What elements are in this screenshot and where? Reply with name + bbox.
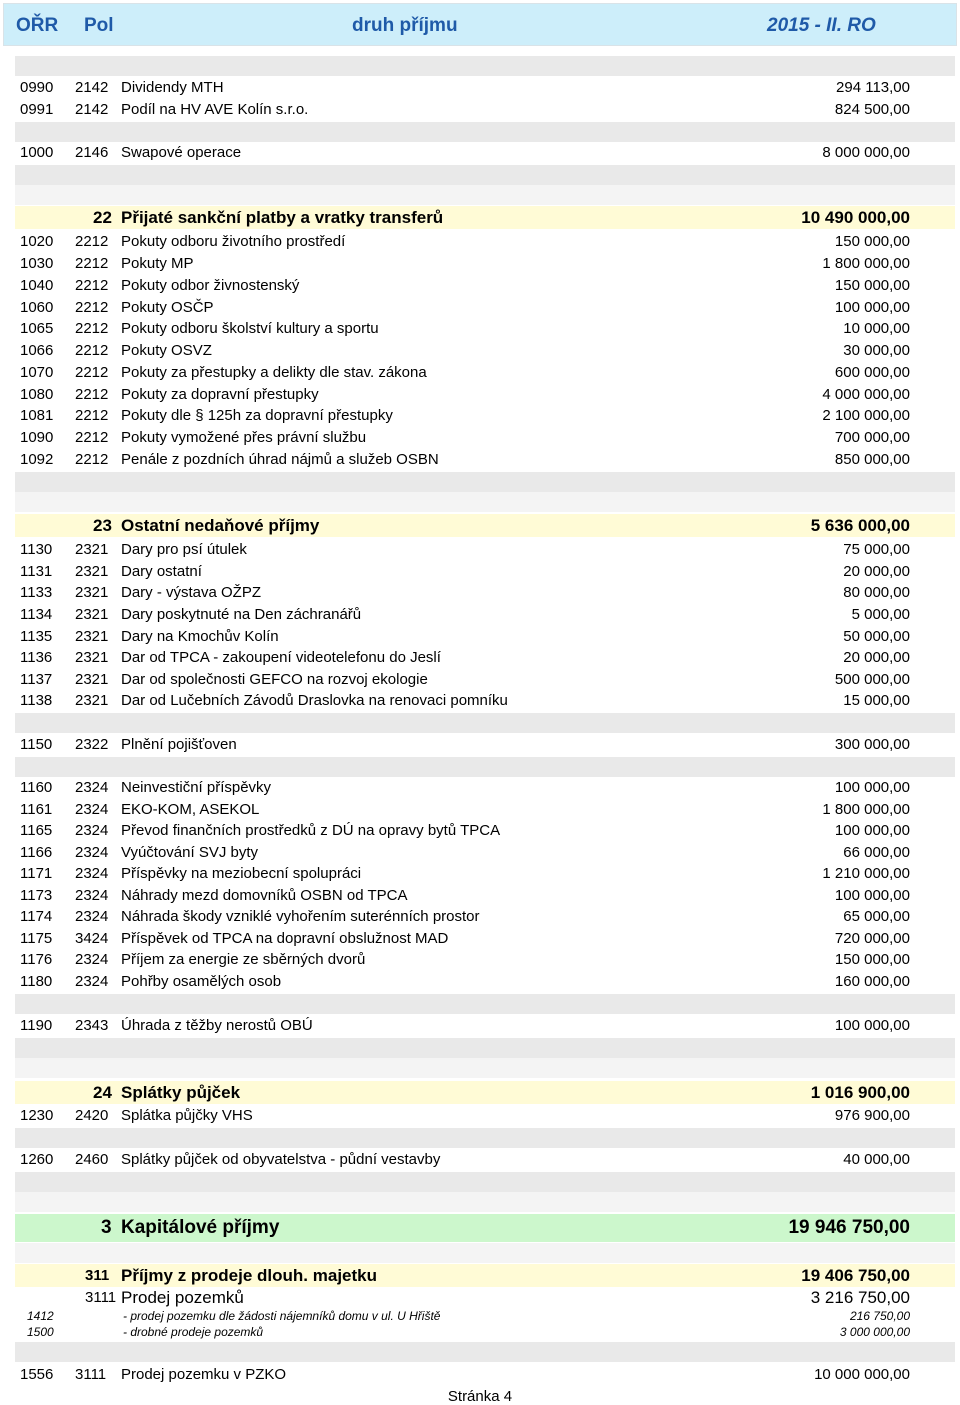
table-row (15, 1015, 910, 1037)
pol-code: 2324 (75, 801, 109, 818)
org-code: 1066 (20, 342, 54, 359)
amount: 100 000,00 (834, 779, 910, 796)
org-code: 1040 (20, 277, 54, 294)
amount: 19 946 750,00 (788, 1217, 910, 1238)
item-name: Penále z pozdních úhrad nájmů a služeb OSBN (121, 451, 439, 468)
item-name: Pohřby osamělých osob (121, 973, 282, 990)
amount: 3 216 750,00 (810, 1288, 910, 1307)
separator-band (15, 122, 955, 142)
org-code: 1260 (20, 1151, 54, 1168)
amount: 100 000,00 (834, 1017, 910, 1034)
amount: 20 000,00 (843, 563, 910, 580)
item-name: Příjem za energie ze sběrných dvorů (121, 951, 366, 968)
amount: 19 406 750,00 (801, 1266, 910, 1285)
table-row (15, 1308, 910, 1324)
item-name: Pokuty odboru školství kultury a sportu (121, 320, 379, 337)
org-code: 1180 (20, 973, 53, 990)
item-name: Kapitálové příjmy (121, 1217, 280, 1238)
table-row (15, 231, 910, 253)
separator-band (15, 994, 955, 1014)
table-row (15, 928, 910, 950)
amount: 50 000,00 (843, 628, 910, 645)
table-row (15, 863, 910, 885)
org-code: 1070 (20, 364, 54, 381)
item-name: Dary poskytnuté na Den záchranářů (121, 606, 362, 623)
table-row (15, 561, 910, 583)
item-name: Splátka půjčky VHS (121, 1107, 253, 1124)
org-code: 1176 (20, 951, 53, 968)
pol-code: 2324 (75, 779, 109, 796)
org-code: 1171 (20, 865, 53, 882)
table-row (15, 253, 910, 275)
item-name: - prodej pozemku dle žádosti nájemníků domu v ul. U Hřiště (123, 1309, 441, 1323)
separator-band (15, 472, 955, 492)
org-code: 1065 (20, 320, 54, 337)
org-code: 1136 (20, 649, 53, 666)
pol-code: 2321 (75, 628, 109, 645)
table-row (15, 142, 910, 164)
item-name: EKO-KOM, ASEKOL (121, 801, 260, 818)
amount: 824 500,00 (834, 101, 910, 118)
table-row (15, 449, 910, 471)
item-name: Pokuty odboru životního prostředí (121, 233, 346, 250)
amount: 1 016 900,00 (810, 1083, 910, 1102)
pol-code: 2212 (75, 255, 109, 272)
item-name: Náhrada škody vzniklé vyhořením suterénních prostor (121, 908, 480, 925)
amount: 700 000,00 (834, 429, 910, 446)
table-header (3, 3, 957, 46)
pol-code: 2324 (75, 973, 109, 990)
table-row (15, 669, 910, 691)
org-code: 1500 (27, 1325, 54, 1339)
separator-band (15, 1342, 955, 1362)
org-code: 1150 (20, 736, 53, 753)
amount: 216 750,00 (849, 1309, 910, 1323)
amount: 66 000,00 (843, 844, 910, 861)
org-code: 1135 (20, 628, 53, 645)
pol-code: 2212 (75, 429, 109, 446)
pol-code: 2321 (75, 541, 109, 558)
separator-band (15, 1243, 955, 1263)
table-row (15, 1105, 910, 1127)
item-name: Prodej pozemků (121, 1288, 244, 1307)
header-year: 2015 - II. RO (767, 15, 876, 36)
table-row (15, 949, 910, 971)
pol-code: 2460 (75, 1151, 109, 1168)
amount: 75 000,00 (843, 541, 910, 558)
table-row (15, 820, 910, 842)
amount: 500 000,00 (834, 671, 910, 688)
org-code: 1137 (20, 671, 53, 688)
item-name: Příspěvky na meziobecní spolupráci (121, 865, 362, 882)
amount: 3 000 000,00 (839, 1325, 910, 1339)
pol-code: 23 (93, 516, 112, 535)
table-row (15, 971, 910, 993)
amount: 30 000,00 (843, 342, 910, 359)
item-name: Pokuty odbor živnostenský (121, 277, 300, 294)
pol-code: 2324 (75, 844, 109, 861)
pol-code: 3424 (75, 930, 109, 947)
org-code: 1030 (20, 255, 54, 272)
item-name: Dary pro psí útulek (121, 541, 247, 558)
pol-code: 2321 (75, 692, 109, 709)
table-row (15, 362, 910, 384)
pol-code: 2212 (75, 451, 109, 468)
pol-code: 2142 (75, 101, 109, 118)
amount: 720 000,00 (834, 930, 910, 947)
org-code: 1080 (20, 386, 54, 403)
item-name: Pokuty dle § 125h za dopravní přestupky (121, 407, 393, 424)
item-name: Plnění pojišťoven (121, 736, 237, 753)
org-code: 0991 (20, 101, 54, 118)
pol-code: 2321 (75, 649, 109, 666)
item-name: Úhrada z těžby nerostů OBÚ (121, 1017, 313, 1034)
amount: 976 900,00 (834, 1107, 910, 1124)
separator-band (15, 1192, 955, 1212)
org-code: 1081 (20, 407, 54, 424)
separator-band (15, 713, 955, 733)
pol-code: 3 (101, 1217, 112, 1238)
org-code: 1174 (20, 908, 53, 925)
item-name: Dar od Lučebních Závodů Draslovka na renovaci pomníku (121, 692, 508, 709)
amount: 100 000,00 (834, 822, 910, 839)
pol-code: 2212 (75, 342, 109, 359)
pol-code: 2321 (75, 563, 109, 580)
table-row (15, 1149, 910, 1171)
pol-code: 2212 (75, 386, 109, 403)
item-name: Dary ostatní (121, 563, 202, 580)
item-name: Vyúčtování SVJ byty (121, 844, 259, 861)
item-name: Pokuty OSVZ (121, 342, 212, 359)
org-code: 1130 (20, 541, 53, 558)
org-code: 1092 (20, 451, 54, 468)
pol-code: 22 (93, 208, 112, 227)
org-code: 1165 (20, 822, 53, 839)
org-code: 1175 (20, 930, 53, 947)
table-row (15, 842, 910, 864)
pol-code: 2212 (75, 364, 109, 381)
amount: 150 000,00 (834, 951, 910, 968)
amount: 5 636 000,00 (810, 516, 910, 535)
item-name: Převod finančních prostředků z DÚ na opravy bytů TPCA (121, 822, 501, 839)
org-code: 1412 (27, 1309, 54, 1323)
table-row (15, 1364, 910, 1386)
amount: 10 000 000,00 (814, 1366, 910, 1383)
amount: 5 000,00 (851, 606, 910, 623)
separator-band (15, 1128, 955, 1148)
pol-code: 2146 (75, 144, 109, 161)
amount: 850 000,00 (834, 451, 910, 468)
table-row (15, 626, 910, 648)
amount: 65 000,00 (843, 908, 910, 925)
separator-band (15, 165, 955, 185)
item-name: Dary - výstava OŽPZ (121, 584, 262, 601)
table-row (15, 885, 910, 907)
table-row (15, 77, 910, 99)
table-row (15, 427, 910, 449)
pol-code: 2324 (75, 887, 109, 904)
table-row (15, 777, 910, 799)
org-code: 1161 (20, 801, 53, 818)
org-code: 1138 (20, 692, 53, 709)
item-name: Prodej pozemku v PZKO (121, 1366, 287, 1383)
table-row (15, 297, 910, 319)
amount: 150 000,00 (834, 233, 910, 250)
pol-code: 2142 (75, 79, 109, 96)
amount: 1 800 000,00 (822, 801, 910, 818)
section-total-3 (15, 1214, 910, 1242)
item-name: Dar od společnosti GEFCO na rozvoj ekologie (121, 671, 428, 688)
table-row (15, 604, 910, 626)
table-row (15, 799, 910, 821)
pol-code: 24 (93, 1083, 112, 1102)
amount: 4 000 000,00 (822, 386, 910, 403)
table-row (15, 690, 910, 712)
amount: 40 000,00 (843, 1151, 910, 1168)
item-name: Náhrady mezd domovníků OSBN od TPCA (121, 887, 408, 904)
item-name: Dividendy MTH (121, 79, 224, 96)
amount: 10 490 000,00 (801, 208, 910, 227)
amount: 294 113,00 (836, 79, 910, 96)
item-name: Přijaté sankční platby a vratky transferů (121, 208, 444, 227)
table-row (15, 275, 910, 297)
item-name: - drobné prodeje pozemků (123, 1325, 264, 1339)
separator-band (15, 492, 955, 512)
separator-band (15, 1172, 955, 1192)
amount: 80 000,00 (843, 584, 910, 601)
section-total-311 (15, 1264, 910, 1287)
table-row (15, 647, 910, 669)
org-code: 1166 (20, 844, 53, 861)
org-code: 1173 (20, 887, 53, 904)
pol-code: 3111 (85, 1289, 117, 1306)
table-row (15, 318, 910, 340)
amount: 100 000,00 (834, 887, 910, 904)
org-code: 1090 (20, 429, 54, 446)
amount: 1 210 000,00 (822, 865, 910, 882)
item-name: Dary na Kmochův Kolín (121, 628, 279, 645)
separator-band (15, 185, 955, 205)
org-code: 1133 (20, 584, 53, 601)
org-code: 0990 (20, 79, 54, 96)
item-name: Příjmy z prodeje dlouh. majetku (121, 1266, 377, 1285)
amount: 600 000,00 (834, 364, 910, 381)
separator-band (15, 1058, 955, 1078)
pol-code: 2420 (75, 1107, 109, 1124)
item-name: Neinvestiční příspěvky (121, 779, 272, 796)
pol-code: 2324 (75, 908, 109, 925)
org-code: 1020 (20, 233, 54, 250)
item-name: Pokuty za dopravní přestupky (121, 386, 319, 403)
pol-code: 2343 (75, 1017, 109, 1034)
table-row (15, 1324, 910, 1340)
pol-code: 2212 (75, 277, 109, 294)
section-total-22 (15, 206, 910, 229)
table-row (15, 582, 910, 604)
header-pol: Pol (84, 15, 114, 36)
pol-code: 2321 (75, 671, 109, 688)
amount: 2 100 000,00 (822, 407, 910, 424)
amount: 20 000,00 (843, 649, 910, 666)
pol-code: 2321 (75, 584, 109, 601)
pol-code: 311 (85, 1267, 110, 1284)
item-name: Pokuty OSČP (121, 299, 214, 316)
pol-code: 2324 (75, 951, 109, 968)
table-row (15, 405, 910, 427)
table-row (15, 734, 910, 756)
pol-code: 3111 (75, 1366, 107, 1383)
item-name: Příspěvek od TPCA na dopravní obslužnost MAD (121, 930, 449, 947)
pol-code: 2212 (75, 233, 109, 250)
table-row (15, 384, 910, 406)
item-name: Splátky půjček od obyvatelstva - půdní vestavby (121, 1151, 441, 1168)
pol-code: 2324 (75, 822, 109, 839)
item-name: Pokuty vymožené přes právní službu (121, 429, 367, 446)
item-name: Pokuty za přestupky a delikty dle stav. zákona (121, 364, 427, 381)
table-row (15, 906, 910, 928)
item-name: Podíl na HV AVE Kolín s.r.o. (121, 101, 309, 118)
amount: 150 000,00 (834, 277, 910, 294)
org-code: 1131 (20, 563, 53, 580)
header-org: OŘR (16, 15, 59, 36)
item-name: Dar od TPCA - zakoupení videotelefonu do Jeslí (121, 649, 441, 666)
amount: 100 000,00 (834, 299, 910, 316)
pol-code: 2321 (75, 606, 109, 623)
org-code: 1000 (20, 144, 54, 161)
amount: 1 800 000,00 (822, 255, 910, 272)
org-code: 1060 (20, 299, 54, 316)
item-name: Swapové operace (121, 144, 242, 161)
amount: 300 000,00 (834, 736, 910, 753)
pol-code: 2212 (75, 407, 109, 424)
item-name: Splátky půjček (121, 1083, 241, 1102)
page-number: Stránka 4 (447, 1388, 513, 1405)
item-name: Pokuty MP (121, 255, 194, 272)
org-code: 1230 (20, 1107, 54, 1124)
separator-band (15, 757, 955, 777)
item-name: Ostatní nedaňové příjmy (121, 516, 320, 535)
org-code: 1134 (20, 606, 53, 623)
org-code: 1556 (20, 1366, 54, 1383)
table-row (15, 99, 910, 121)
section-total-24 (15, 1081, 910, 1104)
separator-band (15, 1038, 955, 1058)
amount: 160 000,00 (834, 973, 910, 990)
header-name: druh příjmu (352, 15, 458, 36)
pol-code: 2322 (75, 736, 109, 753)
amount: 10 000,00 (843, 320, 910, 337)
table-row (15, 340, 910, 362)
separator-band (15, 56, 955, 76)
pol-code: 2324 (75, 865, 109, 882)
section-total-23 (15, 514, 910, 537)
org-code: 1160 (20, 779, 53, 796)
pol-code: 2212 (75, 299, 109, 316)
pol-code: 2212 (75, 320, 109, 337)
subtotal-3111 (15, 1287, 910, 1309)
table-row (15, 539, 910, 561)
amount: 8 000 000,00 (822, 144, 910, 161)
org-code: 1190 (20, 1017, 53, 1034)
amount: 15 000,00 (843, 692, 910, 709)
